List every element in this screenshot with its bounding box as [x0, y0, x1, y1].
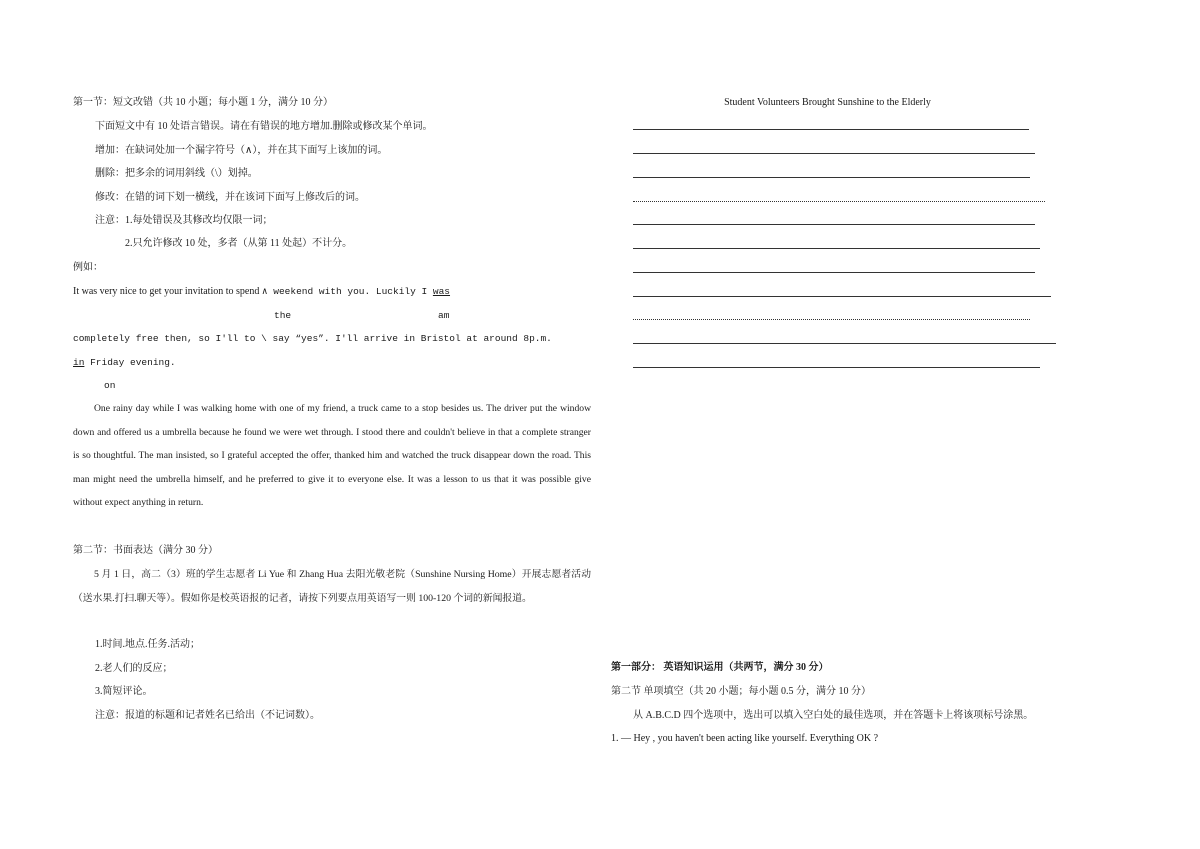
example-text: ∧ weekend with you. Luckily I: [261, 286, 433, 297]
instruction-line: 增加：在缺词处加一个漏字符号（∧），并在其下面写上该加的词。: [95, 145, 388, 156]
instruction-line: 下面短文中有 10 处语言错误。请在有错误的地方增加.删除或修改某个单词。: [95, 121, 433, 132]
error-correction-passage: One rainy day while I was walking home with one of my friend, a truck came to a stop besides us. The driver put the window down and offered us a umbrella because he found we were wet through. I stood there and couldn't believe in that a complete stranger is so thoughtful. The man insisted, so I grateful accepted the offer, thanked him and watched the truck disappear down the road. This man might need the umbrella himself, and he preferred to give it to everyone else. It was a lesson to us that it was possible give without expect anything in return.: [73, 403, 591, 508]
example-correction: on: [104, 380, 116, 391]
writing-line[interactable]: [633, 343, 1056, 344]
writing-line[interactable]: [633, 177, 1030, 178]
example-text: Friday evening.: [84, 357, 176, 368]
writing-task: 5 月 1 日，高二（3）班的学生志愿者 Li Yue 和 Zhang Hua 去阳光敬老院（Sunshine Nursing Home）开展志愿者活动（送水果.打扫.聊天等）。假如你是校英语报的记者，请按下列要点用英语写一则 100-120 个词的新闻报道。: [73, 569, 591, 604]
question-1: 1. — Hey , you haven't been acting like yourself. Everything OK ?: [611, 733, 879, 744]
instruction-line: 修改：在错的词下划一横线，并在该词下面写上修改后的词。: [95, 192, 365, 203]
writing-line[interactable]: [633, 153, 1035, 154]
section-title-writing: 第二节：书面表达（满分 30 分）: [73, 545, 218, 556]
section-title-single-choice: 第二节 单项填空（共 20 小题；每小题 0.5 分，满分 10 分）: [611, 686, 871, 697]
example-line-1: [73, 286, 450, 298]
example-line-2: completely free then, so I'll to \ say “yes”. I'll arrive in Bristol at around 8p.m.: [73, 333, 552, 344]
writing-line[interactable]: [633, 272, 1035, 273]
example-line-3: [73, 357, 176, 369]
writing-line[interactable]: [633, 201, 1045, 202]
writing-note: 注意：报道的标题和记者姓名已给出（不记词数）。: [95, 710, 320, 721]
writing-line[interactable]: [633, 248, 1040, 249]
writing-line[interactable]: [633, 367, 1040, 368]
example-correction: am: [438, 310, 450, 321]
writing-line[interactable]: [633, 224, 1035, 225]
writing-point: 2.老人们的反应；: [95, 663, 173, 674]
single-choice-instruction: 从 A.B.C.D 四个选项中，选出可以填入空白处的最佳选项，并在答题卡上将该项标号涂黑。: [633, 710, 1034, 721]
example-error-word: was: [432, 286, 451, 297]
example-label: 例如：: [73, 262, 103, 273]
section-title-error-correction: 第一节：短文改错（共 10 小题；每小题 1 分，满分 10 分）: [73, 97, 333, 108]
instruction-line: 删除：把多余的词用斜线（\）划掉。: [95, 168, 258, 179]
example-error-word: in: [73, 357, 85, 368]
example-correction: the: [274, 310, 292, 321]
article-title: Student Volunteers Brought Sunshine to the Elderly: [724, 97, 931, 108]
example-text: It was very nice to get your invitation to spend: [73, 286, 262, 297]
writing-line[interactable]: [633, 296, 1051, 297]
instruction-line: 注意：1.每处错误及其修改均仅限一词；: [95, 215, 273, 226]
writing-line[interactable]: [633, 129, 1029, 130]
part-title: 第一部分： 英语知识运用（共两节，满分 30 分）: [611, 662, 829, 673]
writing-point: 3.简短评论。: [95, 686, 153, 697]
writing-point: 1.时间.地点.任务.活动；: [95, 639, 200, 650]
instruction-line: 2.只允许修改 10 处，多者（从第 11 处起）不计分。: [125, 238, 353, 249]
writing-line[interactable]: [633, 319, 1030, 320]
